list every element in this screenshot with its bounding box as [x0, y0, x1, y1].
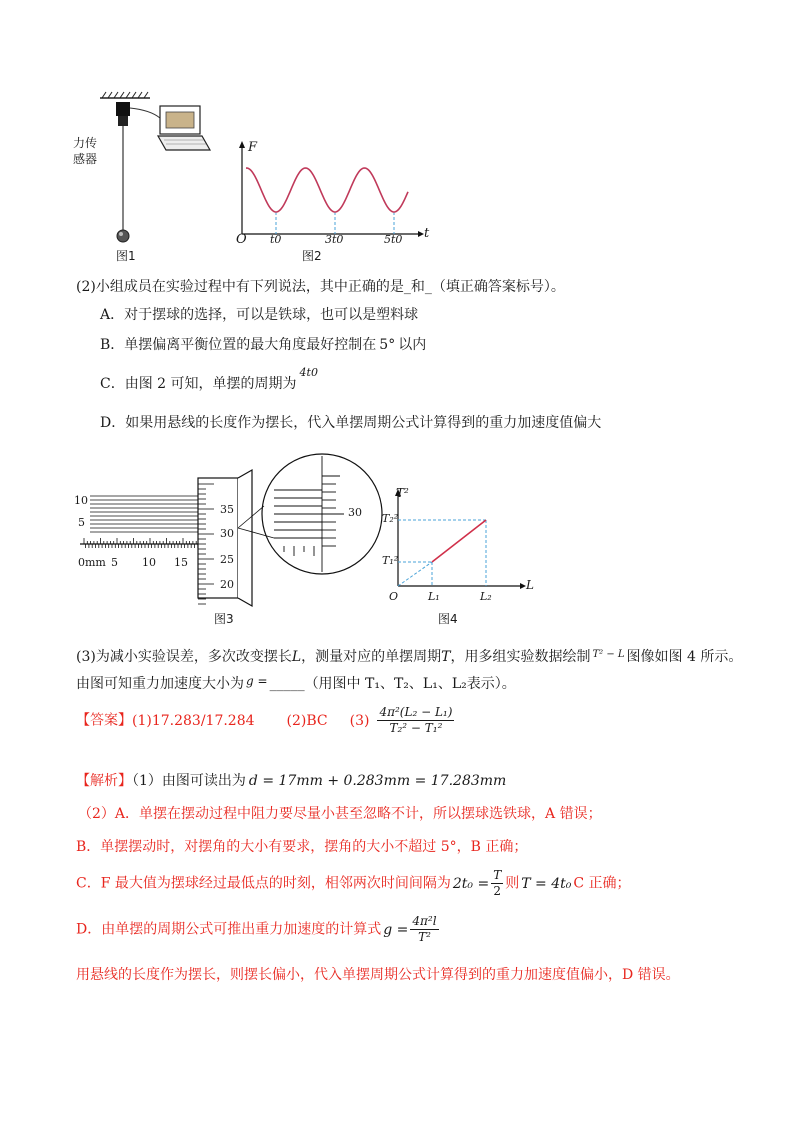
fig2-tick-3t0: 3t0	[325, 233, 344, 246]
fig3-thimble-label-30: 30	[220, 527, 234, 540]
analysis-p1-formula: d = 17mm + 0.283mm = 17.283mm	[248, 773, 507, 789]
fig2-axis-y-label: F	[248, 140, 258, 155]
q3-line-2	[76, 675, 516, 693]
answer-tag: 【答案】	[76, 712, 132, 729]
analysis-p4-rhs: T = 4t₀	[521, 875, 572, 892]
figure-3-micrometer	[70, 448, 400, 623]
q3-line2-g: g =	[246, 674, 268, 688]
figure-3-caption: 图3	[214, 612, 234, 626]
fig2-tick-5t0: 5t0	[384, 233, 403, 246]
q3-line1-post: 图像如图 4 所示。	[626, 649, 743, 665]
q2-option-c	[100, 366, 318, 394]
fig4-origin: O	[389, 590, 399, 603]
figure-2-caption: 图2	[302, 249, 322, 263]
analysis-line-6: 用悬线的长度作为摆长，则摆长偏小，代入单摆周期公式计算得到的重力加速度值偏小，D 错误。	[76, 967, 680, 983]
fig2-origin: O	[236, 232, 247, 247]
analysis-p1-text: （1）由图可读出为	[132, 773, 246, 789]
analysis-p4-den: 2	[493, 884, 502, 898]
fig3-thimble-label-35: 35	[220, 503, 234, 516]
analysis-p4-post: C 正确；	[573, 875, 631, 892]
q3-line-1	[76, 648, 742, 668]
q3-answer-blank[interactable]: _____	[269, 676, 305, 692]
q2-option-c-value: 4t0	[299, 366, 318, 379]
fig2-axis-x-label: t	[424, 226, 430, 241]
answer-part-3-label: (3)	[349, 712, 370, 729]
fig3-zoom-label-30: 30	[348, 506, 362, 519]
fig2-tick-t0: t0	[270, 233, 282, 246]
analysis-p4-lhs: 2t₀ =	[452, 875, 490, 892]
answer-frac-denominator: T₂² − T₁²	[389, 721, 443, 735]
fig4-ytick-t1: T₁²	[382, 554, 399, 567]
fig3-left-label-10: 10	[74, 494, 88, 507]
q2-option-b-post: 以内	[398, 337, 427, 353]
analysis-p4-text: C．F 最大值为摆球经过最低点的时刻，相邻两次时间间隔为	[76, 875, 451, 892]
analysis-line-2: （2）A．单摆在摆动过程中阻力要尽量小甚至忽略不计，所以摆球选铁球，A 错误；	[78, 806, 602, 822]
fig3-thimble-label-25: 25	[220, 553, 234, 566]
fig4-ytick-t2: T₂²	[382, 512, 399, 525]
analysis-line-5	[76, 914, 441, 945]
q3-line1-mid: ，测量对应的单摆周期	[301, 649, 442, 665]
fig3-main-label-15: 15	[174, 556, 188, 569]
q2-option-b-text: B．单摆偏离平衡位置的最大角度最好控制在	[100, 337, 377, 353]
fig3-main-label-0: 0mm	[78, 556, 106, 569]
answer-part-1: (1)17.283/17.284	[132, 712, 255, 729]
q3-line2-pre: 由图可知重力加速度大小为	[76, 676, 244, 692]
figure-1-caption: 图1	[116, 249, 136, 263]
answer-line	[76, 705, 456, 736]
analysis-p5-g: g =	[383, 921, 409, 938]
q3-line1-pre: (3)为减小实验误差，多次改变摆长	[76, 649, 292, 665]
q2-stem: (2)小组成员在实验过程中有下列说法，其中正确的是_和_（填正确答案标号）。	[76, 279, 565, 295]
q3-line1-L: L	[291, 649, 302, 665]
analysis-tag: 【解析】	[76, 773, 132, 789]
fig3-left-label-5: 5	[78, 516, 85, 529]
figure-4-t2-l-graph	[380, 486, 530, 601]
q3-line1-graph: T² − L	[592, 649, 625, 660]
force-curve	[246, 168, 408, 212]
analysis-p5-den: T²	[418, 930, 431, 944]
figure-4-caption: 图4	[438, 612, 458, 626]
q2-option-d: D．如果用悬线的长度作为摆长，代入单摆周期公式计算得到的重力加速度值偏大	[100, 415, 602, 431]
analysis-p5-num: 4π²l	[412, 914, 437, 928]
q2-option-b	[100, 336, 426, 354]
fig4-xtick-l1: L₁	[428, 590, 440, 603]
fig3-thimble-label-20: 20	[220, 578, 234, 591]
analysis-p5-fraction	[410, 914, 438, 945]
analysis-p5-text: D．由单摆的周期公式可推出重力加速度的计算式	[76, 921, 382, 938]
analysis-line-4	[76, 868, 631, 899]
fig4-axis-y-label: T²	[396, 486, 409, 500]
sensor-label-line2: 感器	[73, 152, 98, 166]
analysis-p4-mid: 则	[505, 875, 520, 892]
q3-line1-mid2: ，用多组实验数据绘制	[450, 649, 591, 665]
q2-option-a: A．对于摆球的选择，可以是铁球，也可以是塑料球	[100, 307, 419, 323]
answer-frac-numerator: 4π²(L₂ − L₁)	[379, 705, 453, 719]
t2-l-line	[432, 520, 486, 562]
q3-line1-T: T	[441, 649, 451, 665]
analysis-p4-fraction	[491, 868, 503, 899]
fig4-axis-x-label: L	[526, 578, 534, 592]
fig3-main-label-5: 5	[111, 556, 118, 569]
analysis-line-3: B．单摆摆动时，对摆角的大小有要求，摆角的大小不超过 5°，B 正确；	[76, 839, 528, 855]
q2-option-b-angle: 5°	[379, 337, 396, 353]
fig4-xtick-l2: L₂	[480, 590, 492, 603]
answer-part-2: (2)BC	[286, 712, 328, 729]
fig3-main-label-10: 10	[142, 556, 156, 569]
sensor-label-line1: 力传	[73, 136, 98, 150]
q2-option-c-text: C．由图 2 可知，单摆的周期为	[100, 376, 297, 392]
q3-line2-post: （用图中 T₁、T₂、L₁、L₂表示）。	[304, 676, 516, 692]
answer-part-3-fraction	[377, 705, 454, 736]
figure-1-pendulum	[60, 90, 230, 265]
analysis-p4-num: T	[493, 868, 502, 882]
analysis-line-1	[76, 772, 506, 790]
